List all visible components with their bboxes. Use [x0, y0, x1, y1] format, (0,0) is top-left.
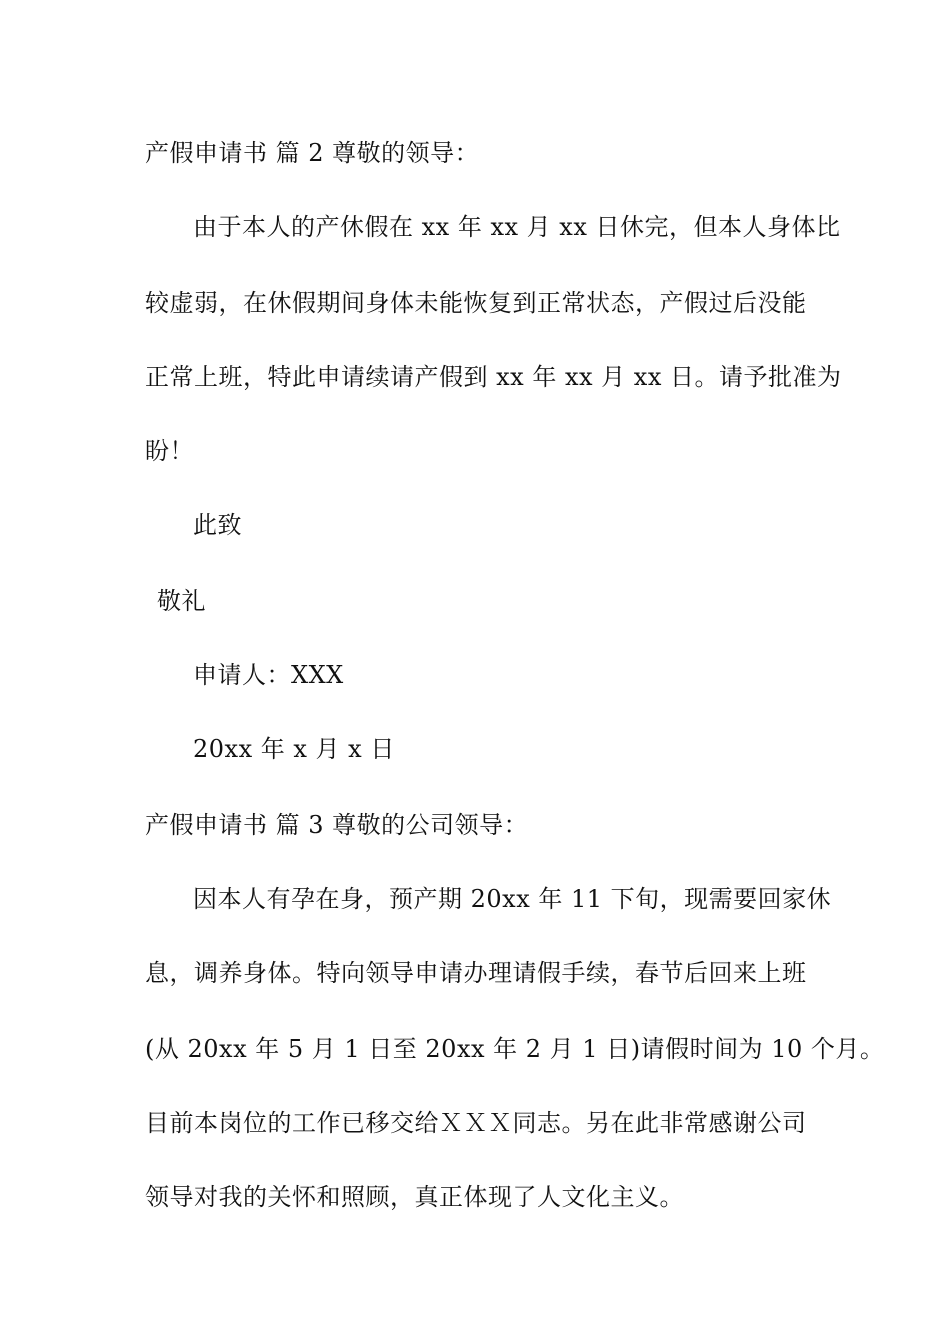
closing-ci-zhi: 此致: [193, 511, 242, 539]
section3-body-line-5: 领导对我的关怀和照顾，真正体现了人文化主义。: [145, 1183, 684, 1211]
section2-body-line-3: 正常上班，特此申请续请产假到 xx 年 xx 月 xx 日。请予批准为: [145, 363, 842, 391]
section3-heading: 产假申请书 篇 3 尊敬的公司领导：: [145, 811, 529, 839]
closing-jing-li: 敬礼: [157, 587, 206, 615]
section3-body-line-1: 因本人有孕在身，预产期 20xx 年 11 下旬，现需要回家休: [193, 885, 832, 913]
section2-heading: 产假申请书 篇 2 尊敬的领导：: [145, 139, 480, 167]
applicant-name: 申请人：XXX: [193, 661, 344, 689]
section3-body-line-3: (从 20xx 年 5 月 1 日至 20xx 年 2 月 1 日)请假时间为 10 个月。: [145, 1035, 885, 1063]
application-date: 20xx 年 x 月 x 日: [193, 735, 395, 763]
section2-body-line-1: 由于本人的产休假在 xx 年 xx 月 xx 日休完，但本人身体比: [193, 213, 841, 241]
section3-body-line-4: 目前本岗位的工作已移交给ＸＸＸ同志。另在此非常感谢公司: [145, 1109, 807, 1137]
section3-body-line-2: 息，调养身体。特向领导申请办理请假手续，春节后回来上班: [145, 959, 807, 987]
section2-body-line-2: 较虚弱，在休假期间身体未能恢复到正常状态，产假过后没能: [145, 289, 807, 317]
section2-body-line-4: 盼！: [145, 437, 194, 465]
